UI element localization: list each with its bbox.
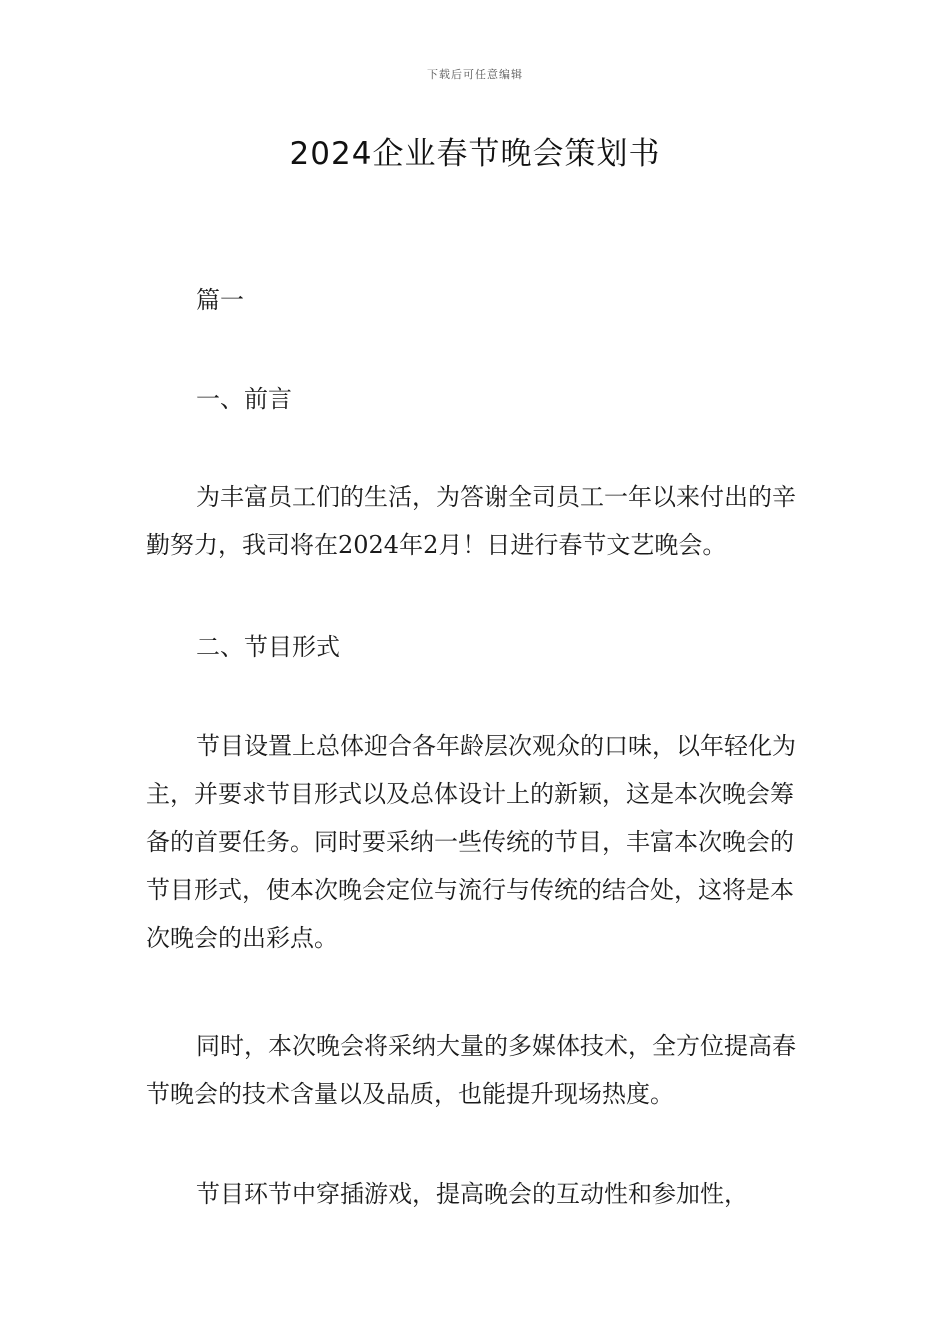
document-title: 2024企业春节晚会策划书 bbox=[289, 136, 661, 172]
part-label: 篇一 bbox=[196, 286, 244, 314]
program-format-paragraph-3: 节目环节中穿插游戏，提高晚会的互动性和参加性， bbox=[196, 1180, 748, 1208]
preface-paragraph: 为丰富员工们的生活，为答谢全司员工一年以来付出的辛勤努力，我司将在2024年2月！日进行春节文艺晚会。 bbox=[146, 483, 796, 559]
section-heading-preface: 一、前言 bbox=[196, 385, 292, 413]
program-format-paragraph-1: 节目设置上总体迎合各年龄层次观众的口味，以年轻化为主，并要求节目形式以及总体设计上的新颖，这是本次晚会筹备的首要任务。同时要采纳一些传统的节目，丰富本次晚会的节目形式，使本次晚会定位与流行与传统的结合处，这将是本次晚会的出彩点。 bbox=[146, 732, 796, 952]
header-note: 下载后可任意编辑 bbox=[427, 68, 523, 81]
section-heading-program-format: 二、节目形式 bbox=[196, 633, 340, 661]
program-format-paragraph-2: 同时，本次晚会将采纳大量的多媒体技术，全方位提高春节晚会的技术含量以及品质，也能提升现场热度。 bbox=[146, 1032, 796, 1108]
